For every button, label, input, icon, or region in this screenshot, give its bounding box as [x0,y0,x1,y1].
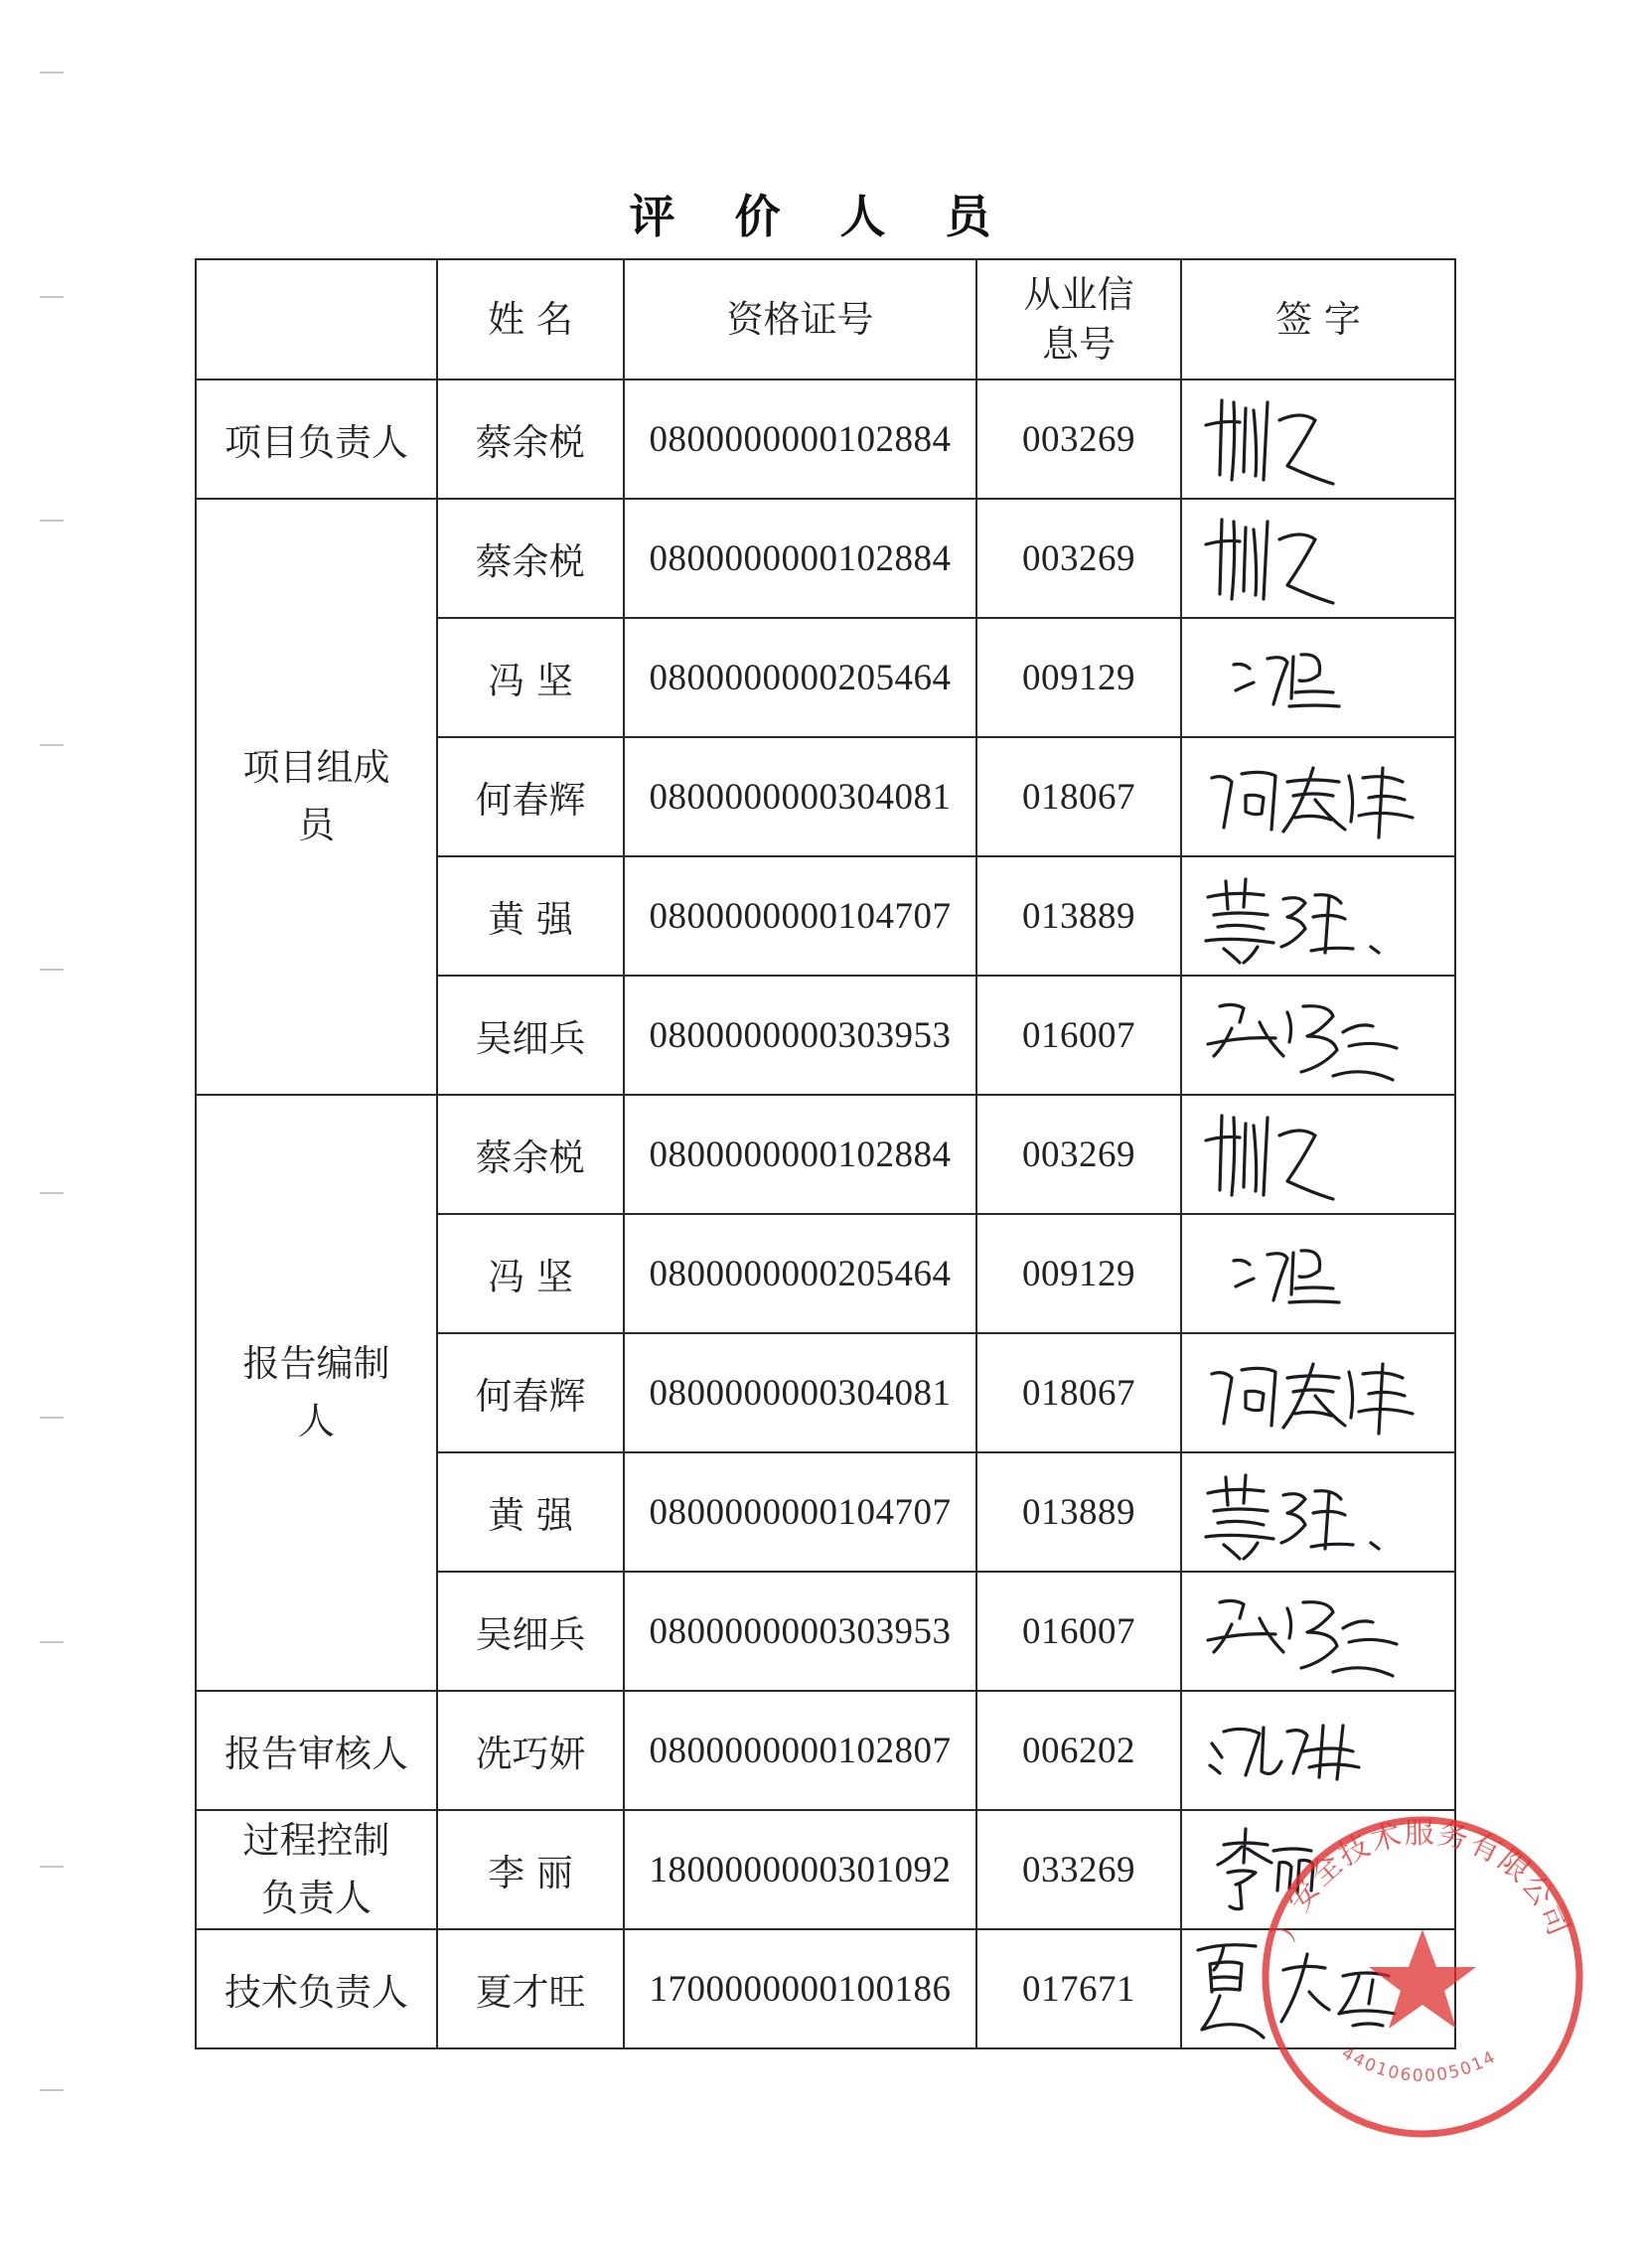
signature-huang [1184,1453,1452,1571]
role-cell: 报告编制人 [242,1342,390,1442]
table-row [196,499,1455,618]
margin-tick [40,72,64,74]
table-row [196,1810,1455,1929]
signature-cell [1181,1333,1455,1452]
signature-he [1184,738,1452,855]
header-name: 姓 名 [437,259,624,379]
signature-feng [1184,1215,1452,1332]
cert-cell: 0800000000303953 [624,976,976,1095]
info-cell: 016007 [976,1572,1181,1691]
table-row [196,1691,1455,1810]
info-cell: 018067 [976,1333,1181,1452]
signature-cai [1184,500,1452,617]
cert-cell: 0800000000104707 [624,1452,976,1572]
name-cell: 夏才旺 [437,1929,624,2048]
signature-cell [1181,1095,1455,1214]
signature-wu [1184,1573,1452,1690]
role-cell: 过程控制负责人 [242,1819,390,1919]
signature-cell [1181,856,1455,976]
signature-cell [1181,1214,1455,1333]
signature-cell [1181,1572,1455,1691]
margin-tick [40,1417,64,1419]
margin-tick [40,1866,64,1868]
header-cert: 资格证号 [624,259,976,379]
name-cell: 冯 坚 [437,618,624,737]
cert-cell: 0800000000205464 [624,618,976,737]
info-cell: 003269 [976,499,1181,618]
info-cell: 003269 [976,1095,1181,1214]
table-row [196,379,1455,499]
signature-cai [1184,380,1452,498]
margin-tick [40,1192,64,1194]
role-cell: 项目负责人 [196,379,437,499]
signature-cell [1181,1810,1455,1929]
signature-cell [1181,1691,1455,1810]
table-row [196,1929,1455,2048]
signature-cell [1181,976,1455,1095]
margin-tick [40,296,64,298]
signature-huang [1184,857,1452,975]
info-cell: 013889 [976,856,1181,976]
info-cell: 013889 [976,1452,1181,1572]
signature-cell [1181,499,1455,618]
signature-cell [1181,737,1455,856]
cert-cell: 0800000000304081 [624,737,976,856]
name-cell: 蔡余棁 [437,379,624,499]
cert-cell: 0800000000205464 [624,1214,976,1333]
signature-cell [1181,379,1455,499]
cert-cell: 0800000000303953 [624,1572,976,1691]
cert-cell: 1700000000100186 [624,1929,976,2048]
margin-tick [40,520,64,522]
info-cell: 003269 [976,379,1181,499]
signature-cell [1181,618,1455,737]
header-role [196,259,437,379]
info-cell: 018067 [976,737,1181,856]
signature-cai [1184,1096,1452,1213]
margin-tick [40,2089,64,2091]
signature-xian [1184,1692,1452,1809]
name-cell: 吴细兵 [437,1572,624,1691]
name-cell: 李 丽 [437,1810,624,1929]
signature-xia [1184,1930,1452,2047]
cert-cell: 0800000000102807 [624,1691,976,1810]
info-cell: 016007 [976,976,1181,1095]
cert-cell: 0800000000104707 [624,856,976,976]
cert-cell: 1800000000301092 [624,1810,976,1929]
seal-number: 4401060005014 [1338,2042,1501,2087]
info-cell: 009129 [976,618,1181,737]
signature-li [1184,1811,1452,1928]
signature-cell [1181,1929,1455,2048]
seal-text: ）安全技术服务有限公司 [1267,1815,1577,1947]
table-header-row [196,259,1455,379]
info-cell: 009129 [976,1214,1181,1333]
name-cell: 黄 强 [437,856,624,976]
cert-cell: 0800000000102884 [624,1095,976,1214]
role-cell: 技术负责人 [196,1929,437,2048]
table-row [196,1095,1455,1214]
signature-feng [1184,619,1452,736]
name-cell: 蔡余棁 [437,499,624,618]
name-cell: 何春辉 [437,1333,624,1452]
margin-tick [40,969,64,971]
margin-tick [40,1641,64,1643]
header-info: 从业信息号 [1023,272,1134,366]
svg-text:4401060005014 [1338,2043,1500,2086]
name-cell: 冯 坚 [437,1214,624,1333]
name-cell: 吴细兵 [437,976,624,1095]
name-cell: 何春辉 [437,737,624,856]
signature-he [1184,1334,1452,1451]
page-title: 评 价 人 员 [629,190,1013,243]
signature-cell [1181,1452,1455,1572]
info-cell: 006202 [976,1691,1181,1810]
info-cell: 017671 [976,1929,1181,2048]
role-cell: 报告审核人 [196,1691,437,1810]
cert-cell: 0800000000102884 [624,379,976,499]
info-cell: 033269 [976,1810,1181,1929]
name-cell: 冼巧妍 [437,1691,624,1810]
cert-cell: 0800000000102884 [624,499,976,618]
role-cell: 项目组成员 [242,746,390,846]
name-cell: 黄 强 [437,1452,624,1572]
cert-cell: 0800000000304081 [624,1333,976,1452]
margin-tick [40,744,64,746]
staff-table [195,258,1456,2049]
signature-wu [1184,977,1452,1094]
header-signature: 签 字 [1181,259,1455,379]
name-cell: 蔡余棁 [437,1095,624,1214]
